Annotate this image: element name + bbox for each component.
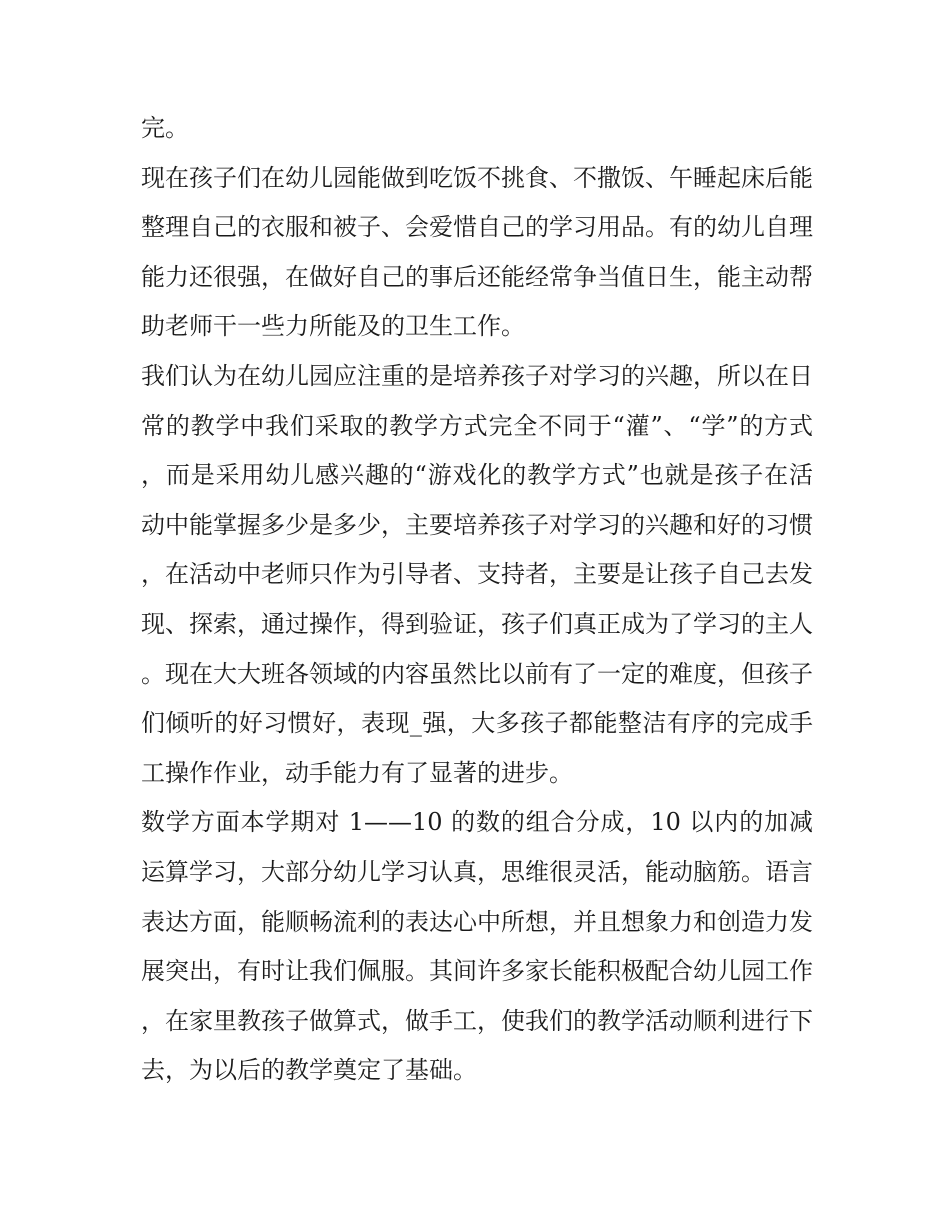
paragraph-continuation: 完。 [141,114,189,142]
document-page [141,104,813,1096]
paragraph-self-care: 现在孩子们在幼儿园能做到吃饭不挑食、不撒饭、午睡起床后能整理自己的衣服和被子、会爱惜自己的学习用品。有的幼儿自理能力还很强，在做好自己的事后还能经常争当值日生，能主动帮助老师干一些力所能及的卫生工作。 [141,163,813,341]
paragraph-math-language: 数学方面本学期对 1——10 的数的组合分成，10 以内的加减运算学习，大部分幼儿学习认真，思维很灵活，能动脑筋。语言表达方面，能顺畅流利的表达心中所想，并且想象力和创造力发展突出，有时让我们佩服。其间许多家长能积极配合幼儿园工作，在家里教孩子做算式，做手工，使我们的教学活动顺利进行下去，为以后的教学奠定了基础。 [141,808,813,1085]
paragraph-learning-interest: 我们认为在幼儿园应注重的是培养孩子对学习的兴趣，所以在日常的教学中我们采取的教学方式完全不同于“灌”、“学”的方式，而是采用幼儿感兴趣的“游戏化的教学方式”也就是孩子在活动中能掌握多少是多少，主要培养孩子对学习的兴趣和好的习惯，在活动中老师只作为引导者、支持者，主要是让孩子自己去发现、探索，通过操作，得到验证，孩子们真正成为了学习的主人。现在大大班各领域的内容虽然比以前有了一定的难度，但孩子们倾听的好习惯好，表现_强，大多孩子都能整洁有序的完成手工操作作业，动手能力有了显著的进步。 [141,361,813,787]
